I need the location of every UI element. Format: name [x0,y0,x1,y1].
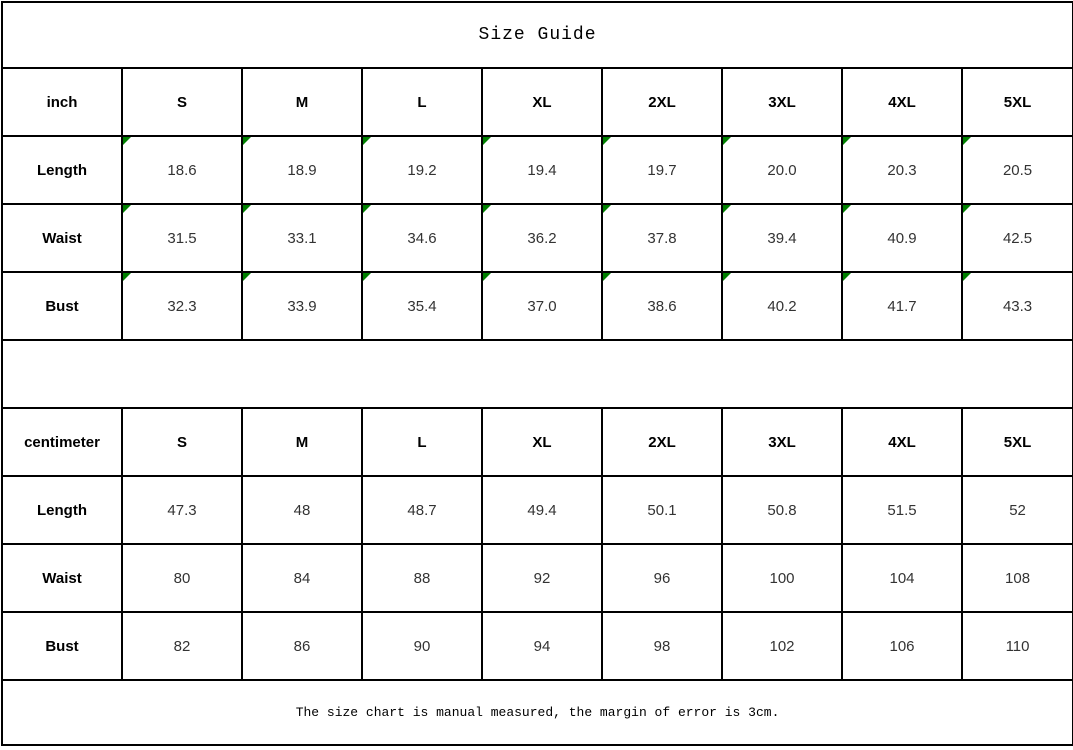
row-label-waist: Waist [2,204,122,272]
size-col-header-3xl: 3XL [722,408,842,476]
size-col-header-s: S [122,408,242,476]
size-value: 47.3 [167,501,197,519]
size-value: 34.6 [407,229,437,247]
row-label-length: Length [2,136,122,204]
size-value: 50.1 [647,501,677,519]
size-value-cell [722,476,842,544]
size-value-cell [962,476,1073,544]
size-value: 51.5 [887,501,917,519]
size-value: 102 [769,637,795,655]
size-value-cell [482,136,602,204]
flag-triangle-icon [843,137,851,145]
size-value: 33.9 [287,297,317,315]
size-value-cell [602,136,722,204]
size-value: 110 [1005,637,1030,655]
flag-triangle-icon [123,273,131,281]
size-value: 94 [533,637,551,655]
size-value-cell [842,612,962,680]
size-value-cell [362,136,482,204]
size-value-cell [842,476,962,544]
size-value: 92 [533,569,551,587]
size-value: 32.3 [167,297,197,315]
size-value-cell [362,204,482,272]
inch-header-row [2,68,1073,136]
size-value: 19.7 [647,161,677,179]
size-col-header-4xl: 4XL [842,408,962,476]
flag-triangle-icon [483,137,491,145]
size-value-cell [842,544,962,612]
title-row [2,2,1073,68]
size-value: 80 [173,569,191,587]
size-value: 96 [653,569,671,587]
size-value-cell [602,612,722,680]
flag-triangle-icon [243,137,251,145]
size-value-cell [962,204,1073,272]
size-value-cell [482,204,602,272]
size-value-cell [842,204,962,272]
row-label-bust: Bust [2,612,122,680]
size-value-cell [722,272,842,340]
size-value: 49.4 [527,501,557,519]
flag-triangle-icon [723,273,731,281]
spacer-row [2,340,1073,408]
size-value-cell [602,272,722,340]
size-value-cell [722,544,842,612]
size-value-cell [242,136,362,204]
size-col-header-2xl: 2XL [602,68,722,136]
flag-triangle-icon [243,205,251,213]
size-col-header-l: L [362,408,482,476]
size-col-header-xl: XL [482,408,602,476]
flag-triangle-icon [963,205,971,213]
flag-triangle-icon [483,205,491,213]
size-value: 20.0 [767,161,797,179]
size-value-cell [122,476,242,544]
size-col-header-5xl: 5XL [962,408,1073,476]
size-value: 20.5 [1002,161,1033,179]
row-label-length: Length [2,476,122,544]
size-value: 38.6 [647,297,677,315]
size-value: 43.3 [1002,297,1033,315]
flag-triangle-icon [483,273,491,281]
size-value: 86 [293,637,311,655]
size-value: 104 [889,569,915,587]
size-col-header-xl: XL [482,68,602,136]
size-value: 39.4 [767,229,797,247]
size-value-cell [122,612,242,680]
size-value: 82 [173,637,191,655]
size-value-cell [602,476,722,544]
size-value-cell [842,136,962,204]
size-value-cell [362,272,482,340]
size-value: 42.5 [1002,229,1033,247]
size-value: 100 [769,569,795,587]
flag-triangle-icon [963,137,971,145]
size-value: 48 [293,501,311,519]
centimeter-length-row [2,476,1073,544]
size-value-cell [482,544,602,612]
size-value: 19.4 [527,161,557,179]
centimeter-unit-header: centimeter [2,408,122,476]
inch-length-row [2,136,1073,204]
size-col-header-m: M [242,68,362,136]
size-col-header-l: L [362,68,482,136]
size-value: 31.5 [167,229,197,247]
size-col-header-3xl: 3XL [722,68,842,136]
size-value-cell [482,612,602,680]
size-value-cell [122,272,242,340]
size-value-cell [602,544,722,612]
flag-triangle-icon [363,137,371,145]
size-value-cell [242,272,362,340]
page-title: Size Guide [2,2,1073,68]
footer-note: The size chart is manual measured, the margin of error is 3cm. [2,680,1073,745]
size-value-cell [242,612,362,680]
size-value: 37.0 [527,297,557,315]
flag-triangle-icon [243,273,251,281]
flag-triangle-icon [963,273,971,281]
flag-triangle-icon [723,137,731,145]
flag-triangle-icon [723,205,731,213]
size-value-cell [962,544,1073,612]
size-value: 18.9 [287,161,317,179]
size-value-cell [242,476,362,544]
flag-triangle-icon [603,273,611,281]
flag-triangle-icon [603,137,611,145]
flag-triangle-icon [123,137,131,145]
size-value: 48.7 [407,501,437,519]
inch-unit-header: inch [2,68,122,136]
size-value-cell [842,272,962,340]
size-col-header-s: S [122,68,242,136]
centimeter-header-row [2,408,1073,476]
size-value: 88 [413,569,431,587]
size-value: 41.7 [887,297,917,315]
size-value-cell [242,204,362,272]
size-value-cell [602,204,722,272]
size-value-cell [362,476,482,544]
size-value-cell [482,476,602,544]
note-row [2,680,1073,745]
centimeter-bust-row [2,612,1073,680]
size-value: 20.3 [887,161,917,179]
size-col-header-5xl: 5XL [962,68,1073,136]
flag-triangle-icon [843,205,851,213]
size-value-cell [962,612,1073,680]
size-value-cell [962,272,1073,340]
flag-triangle-icon [843,273,851,281]
size-value: 36.2 [527,229,557,247]
centimeter-waist-row [2,544,1073,612]
size-value: 84 [293,569,311,587]
size-value: 37.8 [647,229,677,247]
size-guide-table [1,1,1073,746]
size-value: 50.8 [767,501,797,519]
size-value: 35.4 [407,297,437,315]
size-col-header-2xl: 2XL [602,408,722,476]
flag-triangle-icon [123,205,131,213]
size-value-cell [242,544,362,612]
size-value-cell [362,544,482,612]
size-value-cell [962,136,1073,204]
size-value: 40.9 [887,229,917,247]
size-value-cell [722,136,842,204]
size-value: 108 [1005,569,1031,587]
size-value: 90 [413,637,431,655]
size-value-cell [122,544,242,612]
spacer-cell [2,340,1073,408]
size-col-header-4xl: 4XL [842,68,962,136]
flag-triangle-icon [603,205,611,213]
size-value: 106 [889,637,915,655]
size-value: 33.1 [287,229,317,247]
size-value: 52 [1009,501,1026,519]
size-value-cell [482,272,602,340]
size-value-cell [122,136,242,204]
size-value-cell [722,612,842,680]
size-value-cell [122,204,242,272]
size-value: 19.2 [407,161,437,179]
size-value: 98 [653,637,671,655]
size-col-header-m: M [242,408,362,476]
flag-triangle-icon [363,273,371,281]
flag-triangle-icon [363,205,371,213]
size-value: 40.2 [767,297,797,315]
size-value-cell [362,612,482,680]
inch-bust-row [2,272,1073,340]
row-label-bust: Bust [2,272,122,340]
size-value-cell [722,204,842,272]
size-value: 18.6 [167,161,197,179]
row-label-waist: Waist [2,544,122,612]
inch-waist-row [2,204,1073,272]
